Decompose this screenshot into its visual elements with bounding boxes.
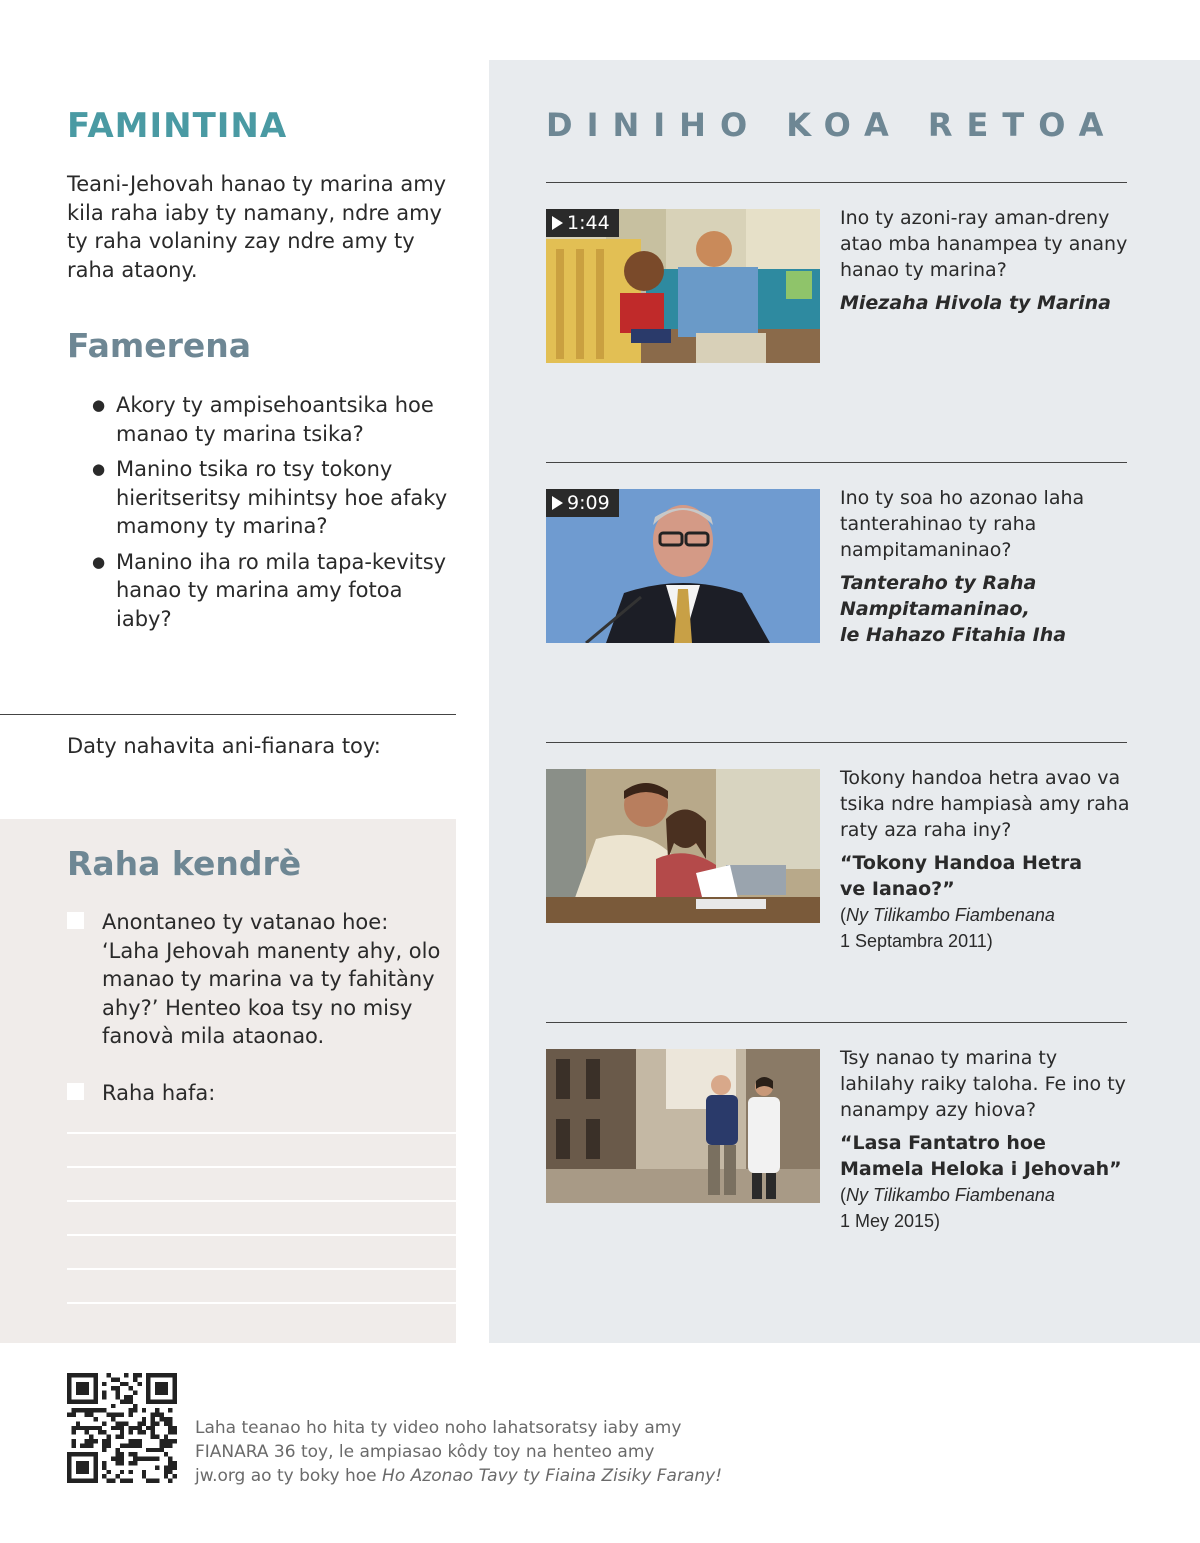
study-source-reference: (Ny Tilikambo Fiambenana 1 Septambra 2011) (840, 902, 1130, 954)
goal-checkbox[interactable] (67, 1083, 84, 1100)
write-in-line[interactable] (67, 1200, 456, 1202)
video-duration: 1:44 (567, 212, 610, 234)
publication-name: Ny Tilikambo Fiambenana (846, 1185, 1055, 1205)
goal-text: Anontaneo ty vatanao hoe: ‘Laha Jehovah manenty ahy, olo manao ty marina va ty fahitàny ahy?’ Henteo koa tsy no misy fanovà mila ataonao. (102, 910, 441, 1048)
divider (546, 1022, 1127, 1023)
footer-line: FIANARA 36 toy, le ampiasao kôdy toy na henteo amy (195, 1442, 655, 1462)
write-in-line[interactable] (67, 1132, 456, 1134)
publication-date: 1 Mey 2015) (840, 1211, 941, 1231)
study-source-title[interactable] (840, 570, 1130, 648)
study-source-reference: (Ny Tilikambo Fiambenana 1 Mey 2015) (840, 1182, 1130, 1234)
book-title: Ho Azonao Tavy ty Fiaina Zisiky Farany! (382, 1466, 723, 1486)
study-source-title[interactable] (840, 1130, 1130, 1182)
write-in-line[interactable] (67, 1166, 456, 1168)
video-thumbnail[interactable] (546, 209, 820, 363)
study-question: Tsy nanao ty marina ty lahilahy raiky taloha. Fe ino ty nanampy azy hiova? (840, 1047, 1126, 1121)
play-icon (552, 496, 563, 510)
goal-item[interactable] (67, 908, 447, 1051)
publication-name: Ny Tilikambo Fiambenana (846, 905, 1055, 925)
summary-heading: FAMINTINA (67, 106, 288, 146)
footer-link-text: jw.org ao ty boky hoe (195, 1466, 383, 1486)
footer-note (195, 1416, 755, 1488)
qr-code[interactable] (67, 1373, 177, 1483)
review-list (92, 391, 462, 640)
video-duration-badge (546, 489, 619, 517)
study-source-line: Mamela Heloka i Jehovah” (840, 1158, 1122, 1180)
video-duration-badge (546, 209, 619, 237)
write-in-line[interactable] (67, 1234, 456, 1236)
video-thumbnail[interactable] (546, 489, 820, 643)
goals-heading: Raha kendrè (67, 844, 302, 883)
date-completed-label: Daty nahavita ani-fianara toy: (67, 734, 381, 758)
study-source-line: ve Ianao?” (840, 878, 955, 900)
goal-item-other[interactable] (67, 1079, 447, 1108)
write-in-line[interactable] (67, 1268, 456, 1270)
divider (0, 714, 456, 715)
further-study-heading: DINIHO KOA RETOA (546, 106, 1118, 144)
footer-line (195, 1464, 755, 1488)
study-question: Tokony handoa hetra avao va tsika ndre hampiasà amy raha raty aza raha iny? (840, 767, 1130, 841)
study-source-line: “Lasa Fantatro hoe (840, 1132, 1046, 1154)
video-duration: 9:09 (567, 492, 610, 514)
study-question: Ino ty azoni-ray aman-dreny atao mba hanampea ty anany hanao ty marina? (840, 207, 1128, 281)
write-in-line[interactable] (67, 1302, 456, 1304)
divider (546, 462, 1127, 463)
goal-text: Raha hafa: (102, 1081, 216, 1105)
footer-line: Laha teanao ho hita ty video noho lahatsoratsy iaby amy (195, 1418, 682, 1438)
article-thumbnail-image (546, 769, 820, 923)
summary-text: Teani-Jehovah hanao ty marina amy kila raha iaby ty namany, ndre amy ty raha volaniny zay ndre amy ty raha ataony. (67, 172, 447, 282)
qr-code-image (67, 1373, 177, 1483)
study-source-line: “Tokony Handoa Hetra (840, 852, 1083, 874)
article-thumbnail[interactable] (546, 769, 820, 923)
article-thumbnail-image (546, 1049, 820, 1203)
review-question: ● Manino tsika ro tsy tokony hieritseritsy mihintsy hoe afaky mamony ty marina? (92, 455, 462, 541)
play-icon (552, 216, 563, 230)
review-question: ● Manino iha ro mila tapa-kevitsy hanao ty marina amy fotoa iaby? (92, 548, 462, 634)
study-source-title[interactable]: Miezaha Hivola ty Marina (840, 292, 1111, 314)
divider (546, 742, 1127, 743)
study-question: Ino ty soa ho azonao laha tanterahinao ty raha nampitamaninao? (840, 487, 1085, 561)
publication-date: 1 Septambra 2011) (840, 931, 993, 951)
study-source-line: Tanteraho ty Raha (840, 572, 1037, 594)
review-question: ● Akory ty ampisehoantsika hoe manao ty marina tsika? (92, 391, 462, 448)
study-source-title[interactable] (840, 850, 1130, 902)
divider (546, 182, 1127, 183)
goal-checkbox[interactable] (67, 912, 84, 929)
study-source-line: Nampitamaninao, (840, 598, 1030, 620)
article-thumbnail[interactable] (546, 1049, 820, 1203)
study-source-line: le Hahazo Fitahia Iha (840, 624, 1067, 646)
review-heading: Famerena (67, 326, 252, 365)
